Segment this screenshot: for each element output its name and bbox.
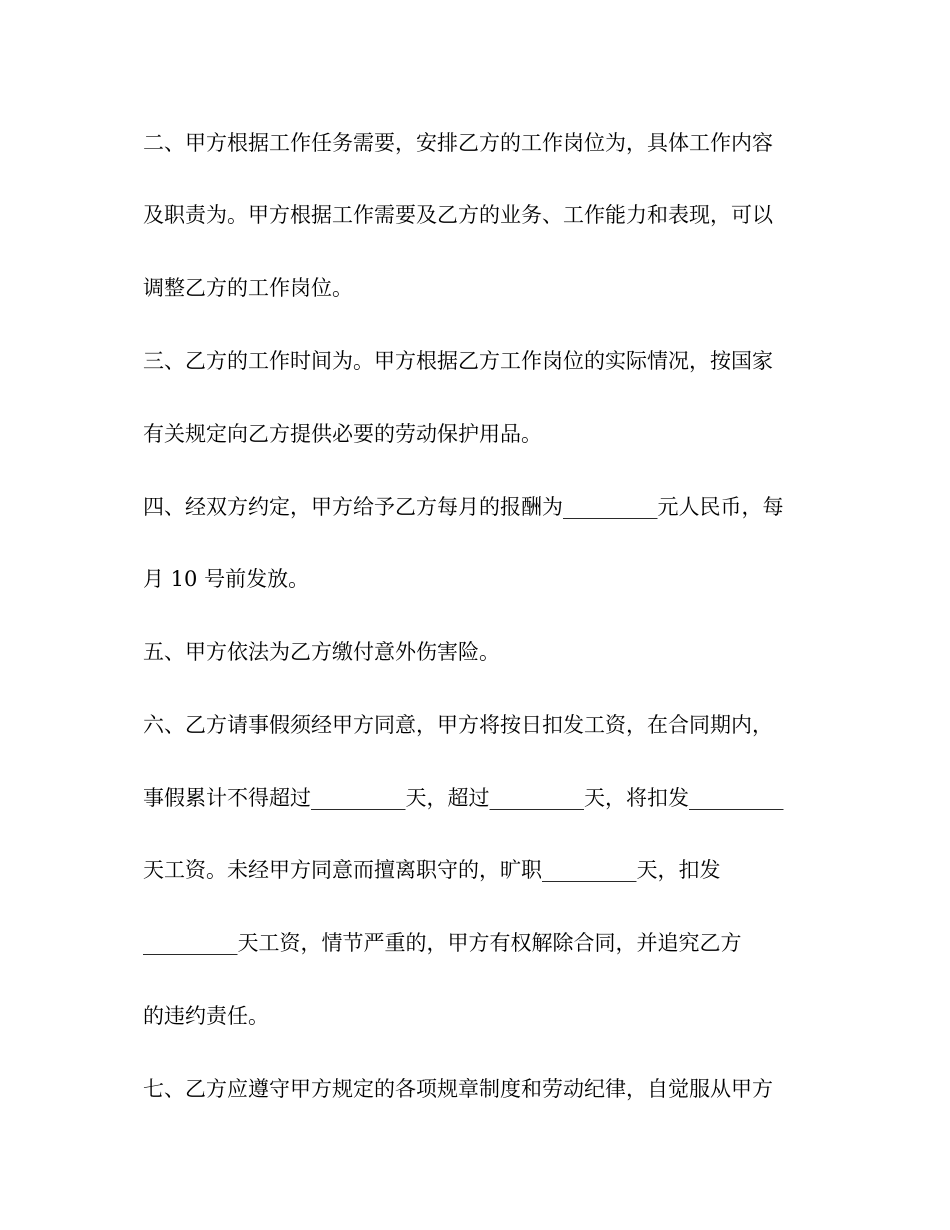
paragraph-6-line-2: 事假累计不得超过_________天，超过_________天，将扣发_________	[143, 786, 784, 810]
paragraph-3-line-2: 有关规定向乙方提供必要的劳动保护用品。	[143, 422, 542, 446]
paragraph-4-line-1: 四、经双方约定，甲方给予乙方每月的报酬为_________元人民币，每	[143, 495, 784, 519]
paragraph-2-line-1: 二、甲方根据工作任务需要，安排乙方的工作岗位为，具体工作内容	[143, 131, 773, 155]
paragraph-2-line-2: 及职责为。甲方根据工作需要及乙方的业务、工作能力和表现，可以	[143, 203, 773, 227]
paragraph-6-line-1: 六、乙方请事假须经甲方同意，甲方将按日扣发工资，在合同期内，	[143, 713, 773, 737]
paragraph-3-line-1: 三、乙方的工作时间为。甲方根据乙方工作岗位的实际情况，按国家	[143, 349, 773, 373]
paragraph-6-line-3: 天工资。未经甲方同意而擅离职守的，旷职_________天，扣发	[143, 858, 721, 882]
paragraph-6-line-5: 的违约责任。	[143, 1004, 269, 1028]
paragraph-2-line-3: 调整乙方的工作岗位。	[143, 276, 353, 300]
paragraph-5-line-1: 五、甲方依法为乙方缴付意外伤害险。	[143, 640, 500, 664]
paragraph-4-line-2: 月 10 号前发放。	[143, 567, 310, 591]
paragraph-6-line-4: _________天工资，情节严重的，甲方有权解除合同，并追究乙方	[143, 931, 742, 955]
paragraph-7-line-1: 七、乙方应遵守甲方规定的各项规章制度和劳动纪律，自觉服从甲方	[143, 1077, 773, 1101]
